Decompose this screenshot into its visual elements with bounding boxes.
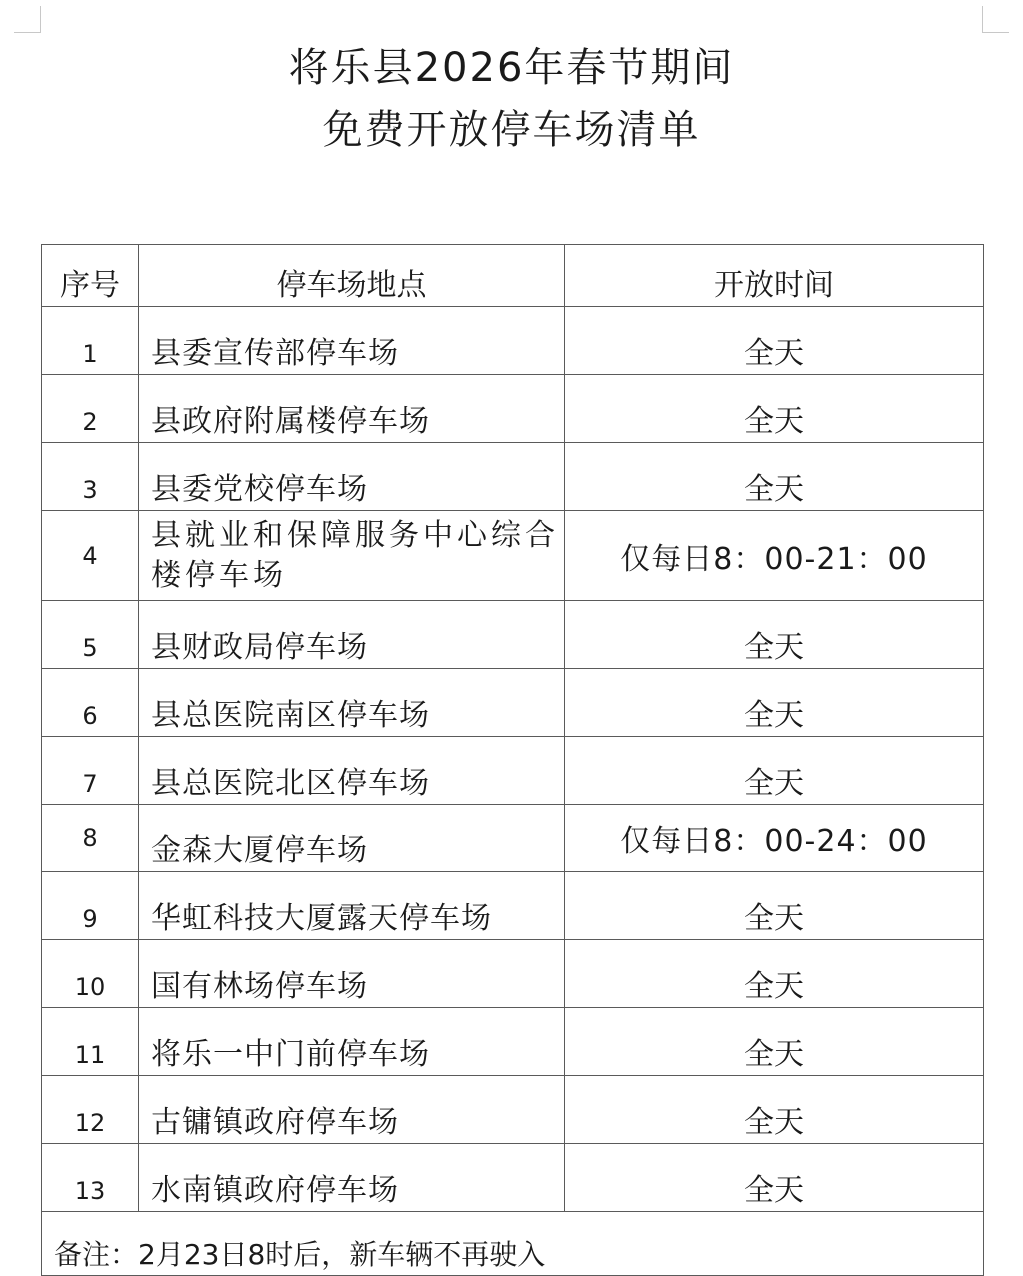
row-location: 将乐一中门前停车场 [139, 1008, 565, 1076]
table-row [42, 737, 984, 805]
row-hours: 全天 [565, 737, 984, 805]
row-index: 12 [42, 1076, 139, 1144]
row-location: 县财政局停车场 [139, 601, 565, 669]
row-index: 2 [42, 375, 139, 443]
table-row [42, 872, 984, 940]
row-location: 县就业和保障服务中心综合楼停车场 [139, 511, 565, 601]
row-index: 4 [42, 511, 139, 601]
row-index: 13 [42, 1144, 139, 1212]
row-location: 金森大厦停车场 [139, 805, 565, 872]
row-index: 1 [42, 307, 139, 375]
row-location: 县委党校停车场 [139, 443, 565, 511]
row-location: 华虹科技大厦露天停车场 [139, 872, 565, 940]
row-hours: 全天 [565, 1076, 984, 1144]
table-row [42, 511, 984, 601]
document-title-line1: 将乐县2026年春节期间 [288, 45, 735, 91]
table-row [42, 940, 984, 1008]
row-index: 11 [42, 1008, 139, 1076]
row-hours: 全天 [565, 669, 984, 737]
row-location: 古镛镇政府停车场 [139, 1076, 565, 1144]
table-row [42, 443, 984, 511]
row-hours: 全天 [565, 1144, 984, 1212]
page-corner-mark-right [982, 6, 1009, 33]
row-hours: 全天 [565, 375, 984, 443]
table-row [42, 669, 984, 737]
row-index: 10 [42, 940, 139, 1008]
row-location: 县总医院北区停车场 [139, 737, 565, 805]
row-hours: 全天 [565, 307, 984, 375]
table-header-row [42, 245, 984, 307]
header-location: 停车场地点 [139, 245, 565, 307]
row-hours: 仅每日8：00-24：00 [565, 805, 984, 872]
row-location: 县委宣传部停车场 [139, 307, 565, 375]
row-index: 6 [42, 669, 139, 737]
row-location: 县总医院南区停车场 [139, 669, 565, 737]
header-hours: 开放时间 [565, 245, 984, 307]
row-location: 县政府附属楼停车场 [139, 375, 565, 443]
row-hours: 全天 [565, 872, 984, 940]
row-index: 5 [42, 601, 139, 669]
row-hours: 仅每日8：00-21：00 [565, 511, 984, 601]
table-note: 备注：2月23日8时后，新车辆不再驶入 [42, 1212, 984, 1276]
row-index: 3 [42, 443, 139, 511]
row-hours: 全天 [565, 601, 984, 669]
table-row [42, 1076, 984, 1144]
row-hours: 全天 [565, 940, 984, 1008]
table-row [42, 307, 984, 375]
table-row [42, 1144, 984, 1212]
row-index: 8 [42, 805, 139, 872]
table-row [42, 601, 984, 669]
header-index: 序号 [42, 245, 139, 307]
page-corner-mark-left [14, 6, 41, 33]
table-note-row [42, 1212, 984, 1276]
table-row [42, 375, 984, 443]
row-index: 7 [42, 737, 139, 805]
parking-lot-table [41, 244, 984, 1276]
row-location: 国有林场停车场 [139, 940, 565, 1008]
row-index: 9 [42, 872, 139, 940]
row-location: 水南镇政府停车场 [139, 1144, 565, 1212]
row-hours: 全天 [565, 443, 984, 511]
table-row [42, 1008, 984, 1076]
table-row [42, 805, 984, 872]
row-hours: 全天 [565, 1008, 984, 1076]
document-title-line2: 免费开放停车场清单 [322, 107, 701, 153]
